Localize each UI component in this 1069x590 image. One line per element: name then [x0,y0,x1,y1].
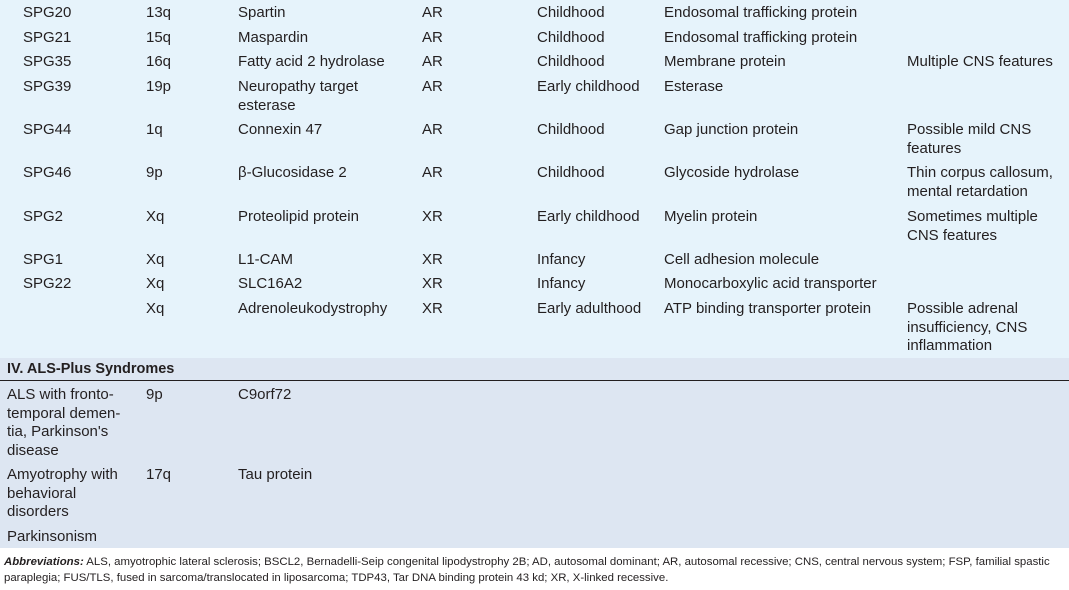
cell-gene: SPG35 [23,53,72,70]
cell-inheritance: XR [422,275,443,292]
cell-locus: 9p [146,164,163,181]
cell-inheritance: AR [422,53,443,70]
cell-inheritance: XR [422,251,443,268]
cell-function: Endosomal trafficking protein [664,4,858,21]
cell-other: Multiple CNS features [907,53,1053,70]
footnote-text: ALS, amyotrophic lateral sclerosis; BSCL2, Bernadelli-Seip congenital lipodystrophy 2B; AD, autosomal dominant; AR, autosomal recessive; CNS, central nervous system; FSP, familial spastic paraplegia; FUS/TLS, fused in sarcoma/translocated in liposarcoma; TDP43, Tar DNA binding protein 43 kd; XR, X-linked recessive. [4,556,1050,584]
section-header [0,358,1069,381]
cell-gene: SPG1 [23,251,64,268]
cell-protein: L1-CAM [238,251,294,268]
abbreviations-footnote [4,555,1066,586]
cell-onset: Early adulthood [537,300,642,317]
cell-disorder: ALS with fronto- temporal demen- tia, Parkinson's disease [7,386,121,459]
cell-locus: Xq [146,275,165,292]
cell-protein: C9orf72 [238,386,292,403]
cell-other: Possible mild CNS features [907,121,1032,157]
cell-onset: Childhood [537,29,605,46]
cell-locus: Xq [146,208,165,225]
als-plus-rows-block [0,381,1069,548]
cell-gene: SPG46 [23,164,72,181]
cell-locus: 16q [146,53,172,70]
cell-protein: Adrenoleukodystrophy [238,300,388,317]
cell-inheritance: AR [422,29,443,46]
cell-function: Monocarboxylic acid transporter [664,275,877,292]
cell-locus: 13q [146,4,172,21]
cell-onset: Childhood [537,4,605,21]
cell-protein: Fatty acid 2 hydrolase [238,53,385,70]
cell-function: Myelin protein [664,208,758,225]
cell-function: Membrane protein [664,53,786,70]
cell-onset: Infancy [537,251,586,268]
cell-protein: Maspardin [238,29,309,46]
cell-inheritance: AR [422,164,443,181]
cell-gene: SPG20 [23,4,72,21]
cell-onset: Childhood [537,121,605,138]
cell-locus: Xq [146,300,165,317]
cell-function: Gap junction protein [664,121,799,138]
cell-inheritance: XR [422,208,443,225]
cell-locus: 1q [146,121,163,138]
cell-locus: 9p [146,386,163,403]
cell-protein: Proteolipid protein [238,208,359,225]
cell-function: Esterase [664,78,724,95]
cell-protein: Neuropathy target esterase [238,78,359,114]
cell-gene: SPG21 [23,29,72,46]
cell-gene: SPG22 [23,275,72,292]
cell-other: Possible adrenal insufficiency, CNS inflammation [907,300,1028,354]
cell-protein: Connexin 47 [238,121,323,138]
section-title: IV. ALS-Plus Syndromes [7,361,175,377]
cell-inheritance: XR [422,300,443,317]
cell-gene: SPG2 [23,208,64,225]
cell-onset: Childhood [537,164,605,181]
cell-function: Endosomal trafficking protein [664,29,858,46]
cell-function: ATP binding transporter protein [664,300,872,317]
cell-locus: 15q [146,29,172,46]
footnote-label: Abbreviations: [4,556,84,568]
cell-protein: SLC16A2 [238,275,303,292]
cell-onset: Early childhood [537,78,640,95]
cell-other: Sometimes multiple CNS features [907,208,1038,244]
cell-gene: SPG44 [23,121,72,138]
cell-inheritance: AR [422,4,443,21]
cell-disorder: Amyotrophy with behavioral disorders [7,466,118,520]
cell-inheritance: AR [422,78,443,95]
cell-gene: SPG39 [23,78,72,95]
cell-onset: Infancy [537,275,586,292]
cell-locus: 19p [146,78,172,95]
cell-function: Glycoside hydrolase [664,164,800,181]
cell-protein: Spartin [238,4,286,21]
cell-other: Thin corpus callosum, mental retardation [907,164,1053,200]
cell-function: Cell adhesion molecule [664,251,820,268]
cell-locus: Xq [146,251,165,268]
cell-protein: β-Glucosidase 2 [238,164,347,181]
cell-onset: Early childhood [537,208,640,225]
cell-inheritance: AR [422,121,443,138]
cell-onset: Childhood [537,53,605,70]
cell-locus: 17q [146,466,172,483]
cell-protein: Tau protein [238,466,313,483]
cell-disorder: Parkinsonism [7,528,98,545]
